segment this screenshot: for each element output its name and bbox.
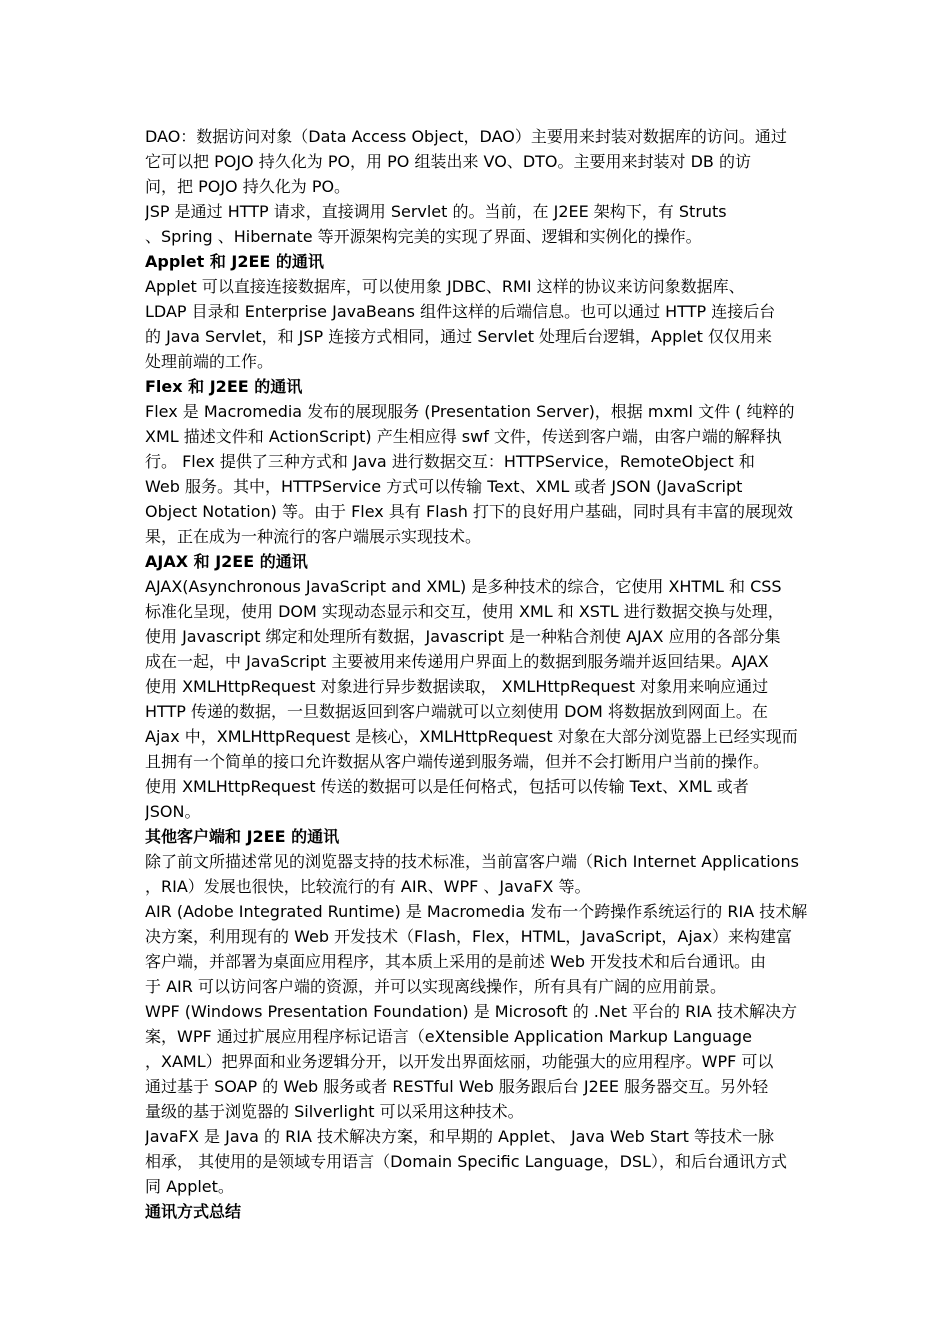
text-line: 成在一起，中 JavaScript 主要被用来传递用户界面上的数据到服务端并返回结果。AJAX bbox=[145, 652, 769, 671]
text-line: 问，把 POJO 持久化为 PO。 bbox=[145, 177, 351, 196]
text-line: Applet 可以直接连接数据库，可以使用象 JDBC、RMI 这样的协议来访问象数据库、 bbox=[145, 277, 745, 296]
text-line: 案，WPF 通过扩展应用程序标记语言（eXtensible Application Markup Language bbox=[145, 1027, 752, 1046]
text-line: 行。 Flex 提供了三种方式和 Java 进行数据交互：HTTPService，RemoteObject 和 bbox=[145, 452, 755, 471]
text-line: 使用 XMLHttpRequest 对象进行异步数据读取， XMLHttpRequest 对象用来响应通过 bbox=[145, 677, 769, 696]
text-line: 使用 XMLHttpRequest 传送的数据可以是任何格式，包括可以传输 Text、XML 或者 bbox=[145, 777, 749, 796]
text-line: 决方案，利用现有的 Web 开发技术（Flash，Flex，HTML，JavaScript，Ajax）来构建富 bbox=[145, 927, 793, 946]
text-line: Object Notation) 等。由于 Flex 具有 Flash 打下的良好用户基础，同时具有丰富的展现效 bbox=[145, 502, 793, 521]
text-line: 使用 Javascript 绑定和处理所有数据，Javascript 是一种粘合剂使 AJAX 应用的各部分集 bbox=[145, 627, 781, 646]
text-line: 同 Applet。 bbox=[145, 1177, 234, 1196]
text-line: HTTP 传递的数据，一旦数据返回到客户端就可以立刻使用 DOM 将数据放到网面上。在 bbox=[145, 702, 768, 721]
text-line: 处理前端的工作。 bbox=[145, 352, 274, 371]
text-line: 除了前文所描述常见的浏览器支持的技术标准，当前富客户端（Rich Internet Applications bbox=[145, 852, 799, 871]
text-line: XML 描述文件和 ActionScript) 产生相应得 swf 文件，传送到客户端，由客户端的解释执 bbox=[145, 427, 782, 446]
text-line: JSP 是通过 HTTP 请求，直接调用 Servlet 的。当前，在 J2EE 架构下，有 Struts bbox=[145, 202, 727, 221]
text-line: 客户端，并部署为桌面应用程序，其本质上采用的是前述 Web 开发技术和后台通讯。由 bbox=[145, 952, 767, 971]
text-line: 、Spring 、Hibernate 等开源架构完美的实现了界面、逻辑和实例化的操作。 bbox=[145, 227, 702, 246]
section-heading: Flex 和 J2EE 的通讯 bbox=[145, 377, 303, 396]
text-line: 相承， 其使用的是领域专用语言（Domain Specific Language，DSL），和后台通讯方式 bbox=[145, 1152, 787, 1171]
text-line: WPF (Windows Presentation Foundation) 是 Microsoft 的 .Net 平台的 RIA 技术解决方 bbox=[145, 1002, 798, 1021]
text-line: ，RIA）发展也很快，比较流行的有 AIR、WPF 、JavaFX 等。 bbox=[145, 877, 591, 896]
section-heading: Applet 和 J2EE 的通讯 bbox=[145, 252, 324, 271]
text-line: JavaFX 是 Java 的 RIA 技术解决方案，和早期的 Applet、 Java Web Start 等技术一脉 bbox=[145, 1127, 774, 1146]
text-line: 标准化呈现，使用 DOM 实现动态显示和交互，使用 XML 和 XSTL 进行数据交换与处理， bbox=[145, 602, 784, 621]
text-line: 果，正在成为一种流行的客户端展示实现技术。 bbox=[145, 527, 482, 546]
text-line: 量级的基于浏览器的 Silverlight 可以采用这种技术。 bbox=[145, 1102, 524, 1121]
text-line: 且拥有一个简单的接口允许数据从客户端传递到服务端，但并不会打断用户当前的操作。 bbox=[145, 752, 770, 771]
text-line: 它可以把 POJO 持久化为 PO，用 PO 组装出来 VO、DTO。主要用来封装对 DB 的访 bbox=[145, 152, 751, 171]
text-line: DAO：数据访问对象（Data Access Object，DAO）主要用来封装对数据库的访问。通过 bbox=[145, 127, 787, 146]
text-line: LDAP 目录和 Enterprise JavaBeans 组件这样的后端信息。也可以通过 HTTP 连接后台 bbox=[145, 302, 776, 321]
text-line: Ajax 中，XMLHttpRequest 是核心，XMLHttpRequest 对象在大部分浏览器上已经实现而 bbox=[145, 727, 798, 746]
section-heading: 其他客户端和 J2EE 的通讯 bbox=[145, 827, 340, 846]
text-line: Web 服务。其中，HTTPService 方式可以传输 Text、XML 或者 JSON (JavaScript bbox=[145, 477, 743, 496]
section-heading: 通讯方式总结 bbox=[145, 1202, 242, 1221]
section-heading: AJAX 和 J2EE 的通讯 bbox=[145, 552, 308, 571]
text-line: 通过基于 SOAP 的 Web 服务或者 RESTful Web 服务跟后台 J2EE 服务器交互。另外轻 bbox=[145, 1077, 769, 1096]
text-line: ，XAML）把界面和业务逻辑分开，以开发出界面炫丽，功能强大的应用程序。WPF 可以 bbox=[145, 1052, 774, 1071]
text-line: AJAX(Asynchronous JavaScript and XML) 是多种技术的综合，它使用 XHTML 和 CSS bbox=[145, 577, 782, 596]
document-page bbox=[145, 124, 815, 1224]
text-line: 于 AIR 可以访问客户端的资源，并可以实现离线操作，所有具有广阔的应用前景。 bbox=[145, 977, 726, 996]
text-line: 的 Java Servlet，和 JSP 连接方式相同，通过 Servlet 处理后台逻辑，Applet 仅仅用来 bbox=[145, 327, 772, 346]
text-line: Flex 是 Macromedia 发布的展现服务 (Presentation Server)，根据 mxml 文件 ( 纯粹的 bbox=[145, 402, 795, 421]
text-line: JSON。 bbox=[145, 802, 201, 821]
text-line: AIR (Adobe Integrated Runtime) 是 Macromedia 发布一个跨操作系统运行的 RIA 技术解 bbox=[145, 902, 808, 921]
